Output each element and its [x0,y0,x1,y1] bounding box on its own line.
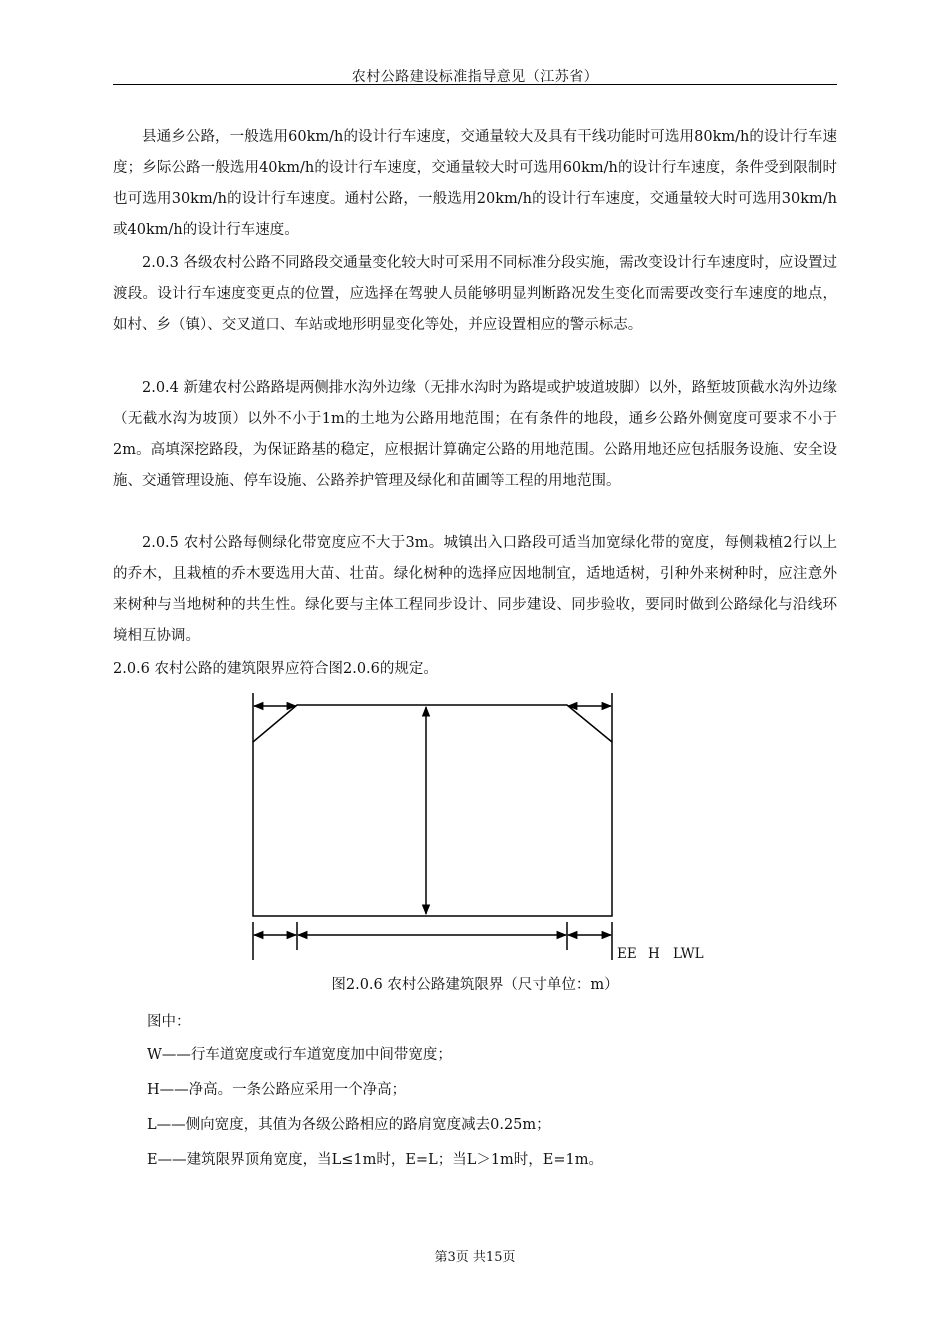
legend-item-l: L——侧向宽度，其值为各级公路相应的路肩宽度减去0.25m； [147,1117,551,1133]
paragraph-2-0-4: 2.0.4 新建农村公路路堤两侧排水沟外边缘（无排水沟时为路堤或护坡道坡脚）以外，路堑坡顶截水沟外边缘（无截水沟为坡顶）以外不小于1m的土地为公路用地范围；在有条件的地段，通乡公路外侧宽度可要求不小于2m。高填深挖路段，为保证路基的稳定，应根据计算确定公路的用地范围。公路用地还应包括服务设施、安全设施、交通管理设施、停车设施、公路养护管理及绿化和苗圃等工程的用地范围。 [113,380,837,489]
legend-item-h: H——净高。一条公路应采用一个净高； [147,1082,407,1098]
page-header-title: 农村公路建设标准指导意见（江苏省） [351,69,599,85]
figure-label-h: H [648,946,660,962]
figure-label-lwl: LWL [673,946,704,962]
paragraph-2-0-5: 2.0.5 农村公路每侧绿化带宽度应不大于3m。城镇出入口路段可适当加宽绿化带的宽度，每侧栽植2行以上的乔木，且栽植的乔木要选用大苗、壮苗。绿化树种的选择应因地制宜，适地适树，引种外来树种时，应注意外来树种与当地树种的共生性。绿化要与主体工程同步设计、同步建设、同步验收，要同时做到公路绿化与沿线环境相互协调。 [113,535,837,644]
figure-caption: 图2.0.6 农村公路建筑限界（尺寸单位：m） [331,977,619,993]
paragraph-2-0-3: 2.0.3 各级农村公路不同路段交通量变化较大时可采用不同标准分段实施，需改变设计行车速度时，应设置过渡段。设计行车速度变更点的位置，应选择在驾驶人员能够明显判断路况发生变化而需要改变行车速度的地点，如村、乡（镇）、交叉道口、车站或地形明显变化等处，并应设置相应的警示标志。 [113,255,837,333]
paragraph-2-0-6: 2.0.6 农村公路的建筑限界应符合图2.0.6的规定。 [113,661,438,677]
paragraph-speed-selection: 县通乡公路，一般选用60km/h的设计行车速度，交通量较大及具有干线功能时可选用80km/h的设计行车速度；乡际公路一般选用40km/h的设计行车速度，交通量较大时可选用60km/h的设计行车速度，条件受到限制时也可选用30km/h的设计行车速度。通村公路，一般选用20km/h的设计行车速度，交通量较大时可选用30km/h或40km/h的设计行车速度。 [113,129,837,238]
figure-label-ee: EE [617,946,637,962]
legend-intro: 图中： [147,1014,191,1030]
legend-item-e: E——建筑限界顶角宽度，当L≤1m时，E=L；当L＞1m时，E=1m。 [147,1152,604,1168]
header-rule [113,84,837,85]
legend-item-w: W——行车道宽度或行车道宽度加中间带宽度； [147,1047,452,1063]
clearance-outline [253,705,612,916]
page-number: 第3页 共15页 [434,1250,516,1265]
